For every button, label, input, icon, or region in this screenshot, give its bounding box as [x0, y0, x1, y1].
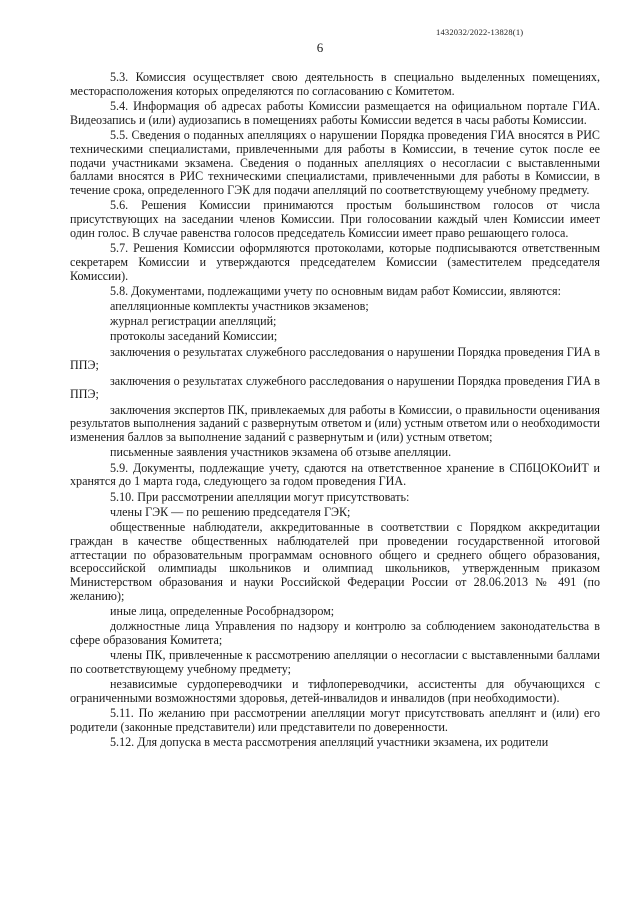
paragraph-5-12: 5.12. Для допуска в места рассмотрения апелляций участники экзамена, их родители	[110, 735, 549, 750]
list-item: независимые сурдопереводчики и тифлопереводчики, ассистенты для обучающихся с ограниченными возможностями здоровья, детей-инвалидов и инвалидов (при необходимости).	[70, 677, 600, 706]
list-item: письменные заявления участников экзамена об отзыве апелляции.	[110, 445, 452, 460]
list-item: общественные наблюдатели, аккредитованные в соответствии с Порядком аккредитации граждан в качестве общественных наблюдателей при проведении государственной итоговой аттестации по образовательным программам основного общего и среднего общего образования, всероссийской олимпиады школьников и олимпиад школьников, утвержденным приказом Министерством образования и науки Российской Федерации России от 28.06.2013 № 491 (по желанию);	[70, 519, 600, 603]
list-item: иные лица, определенные Рособрнадзором;	[110, 604, 335, 619]
paragraph-5-3: 5.3. Комиссия осуществляет свою деятельность в специально выделенных помещениях, месторасположения которых определяются по согласованию с Комитетом.	[70, 70, 600, 98]
paragraph-5-8: 5.8. Документами, подлежащими учету по основным видам работ Комиссии, являются:	[110, 283, 561, 298]
list-item: заключения экспертов ПК, привлекаемых для работы в Комиссии, о правильности оценивания результатов выполнения заданий с развернутым ответом и (или) устным ответом или о необходимости изменения баллов за выполнение заданий с развернутым и (или) устным ответом;	[70, 402, 600, 445]
list-item: апелляционные комплекты участников экзаменов;	[110, 299, 369, 314]
paragraph-5-5: 5.5. Сведения о поданных апелляциях о нарушении Порядка проведения ГИА вносятся в РИС техническими специалистами, привлеченными для работы в Комиссии, в течение суток после ее подачи участниками экзамена. Сведения о поданных апелляциях о несогласии с выставленными баллами вносятся в РИС техническими специалистами, привлеченными для работы в Комиссии, в течение срока, определенного ГЭК для подачи апелляций по соответствующему учебному предмету.	[70, 127, 600, 198]
document-body	[70, 71, 600, 751]
paragraph-5-4: 5.4. Информация об адресах работы Комиссии размещается на официальном портале ГИА. Видеозапись и (или) аудиозапись в помещениях работы Комиссии ведется в часы работы Комиссии.	[70, 98, 600, 127]
list-item: заключения о результатах служебного расследования о нарушении Порядка проведения ГИА в ППЭ;	[70, 344, 600, 373]
paragraph-5-10: 5.10. При рассмотрении апелляции могут присутствовать:	[110, 489, 410, 504]
list-item: члены ГЭК — по решению председателя ГЭК;	[110, 504, 351, 519]
list-item: протоколы заседаний Комиссии;	[110, 329, 278, 344]
paragraph-5-6: 5.6. Решения Комиссии принимаются простым большинством голосов от числа присутствующих на заседании членов Комиссии. При голосовании каждый член Комиссии имеет один голос. В случае равенства голосов председатель Комиссии имеет право решающего голоса.	[70, 198, 600, 240]
list-item: журнал регистрации апелляций;	[110, 314, 277, 329]
paragraph-5-9: 5.9. Документы, подлежащие учету, сдаются на ответственное хранение в СПбЦОКОиИТ и хранятся до 1 марта года, следующего за годом проведения ГИА.	[70, 460, 600, 489]
list-item: заключения о результатах служебного расследования о нарушении Порядка проведения ГИА в ППЭ;	[70, 373, 600, 402]
list-item: члены ПК, привлеченные к рассмотрению апелляции о несогласии с выставленными баллами по соответствующему учебному предмету;	[70, 648, 600, 677]
paragraph-5-7: 5.7. Решения Комиссии оформляются протоколами, которые подписываются ответственным секретарем Комиссии и утверждаются председателем Комиссии (заместителем председателя Комиссии).	[70, 241, 600, 283]
paragraph-5-11: 5.11. По желанию при рассмотрении апелляции могут присутствовать апеллянт и (или) его родители (законные представители) или представители по доверенности.	[70, 706, 600, 735]
document-id: 1432032/2022-13828(1)	[436, 27, 524, 37]
page-number: 6	[316, 40, 324, 55]
list-item: должностные лица Управления по надзору и контролю за соблюдением законодательства в сфере образования Комитета;	[70, 619, 600, 648]
